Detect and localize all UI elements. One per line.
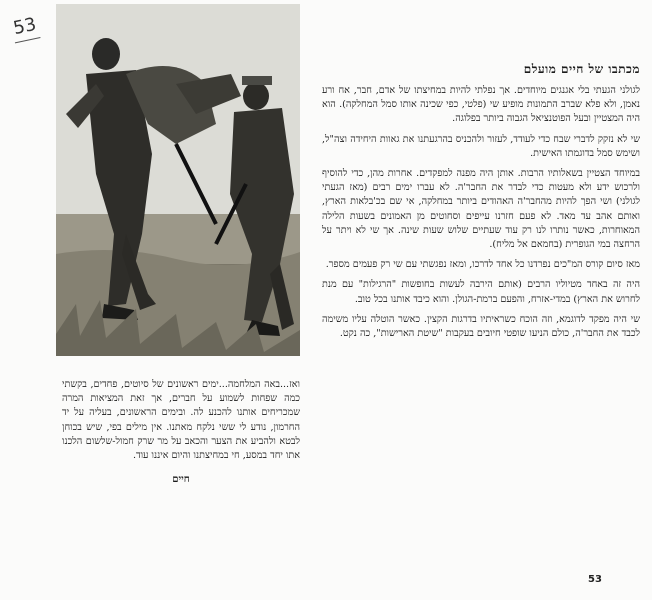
letter-title: מכתבו של חיים מועלם <box>523 62 640 76</box>
letter-paragraph: שי לא נזקק לדברי שבח כדי לעודד, לעזור ולהכניס בהרגעתנו את גאוות היחידה וצה"ל, ושימש סמל בדוגמתו האישית. <box>322 133 640 159</box>
letter-paragraph: לגולני הגעתי בלי אגנגים מיוחדים. אך נפלתי להיות במחיצתו של אדם, חבר, אח ורע נאמן, ולא פלא שברב התמונות מופיע שי (פלטי, כפי שכינה אותו סמל המחלקה). הוא היה המצטיין ובעל הפוטנציאל הגבוה ביותר בפלוגה. <box>322 85 640 125</box>
printed-page-number: 53 <box>588 574 602 585</box>
letter-paragraph: היה זה באחד מטיוליו הרבים (אותם הירבה לעשות בחופשות "הרגילות" עם מנת לחרוש את הארץ) במדי-אזרח, והפעם ברמת-הגולן. והוא כיבד אותנו בכל טוב. <box>322 279 640 305</box>
letter-paragraph: מאז סיום קורס המ"כים נפרדנו כל אחד לדרכו, ומאז נפגשתי עם שי רק פעמים מספר. <box>325 259 640 271</box>
handwritten-page-number: 53 <box>9 12 40 44</box>
letter-paragraph: במיוחד הצטיין בשאלותיו הרבות. אותן היה מפנה למפקדים. אחרות מהן, כדי להוסיף ולרכוש ידע ולא מעטות כדי לבדר את החבר'ה. לא עברו ימים רבים (מאז הגעתי לגולני) ושי הפך להיות מהחבר'ה האהודים ביותר במחלקה, אי שם בכ'בלאות הארץ, ואותם אהב עד מאד. לא פעם חזרנו עייפים וסחוטים מן האמונים בשעות הלילה המאוחרות, כאשר נותרו לנו רק עוד שעתיים שלוש שעות שינה. אך שי לא ויתר על הרחצה במי הגופרית (בחמאם אל מליח). <box>322 168 640 251</box>
letter-paragraph: שי היה מפקד לדוגמא, וזה הוכח כשראיתיו בדרגות הקצין. כאשר הוטלה עליו משימה לכבד את החבר'ה, כולם הניעו שופטי חיובים בעקבות "שיטת הארישות", כה נקט. <box>322 313 640 340</box>
letter-body-column <box>322 84 640 347</box>
closing-column <box>62 378 300 487</box>
soldiers-photo <box>56 4 300 356</box>
signature: חיים <box>172 474 190 486</box>
closing-paragraph: ואז...באה המלחמה...ימים ראשונים של סיוטים, פחדים, בקשתי כמה שפחות לשמוע על חברים, אך זאת המציאות המרה שמכריחים אותנו להכנע לה. ובימים הראשונים, בעליה על יד החרמון, נודע לי ששי נלקח מאתנו. אין מילים בפי, שיש בכוחן לבטא ולהביע את הצער והכאב על מר שרק חמול-שלשום הלכנו אתו יחד במסע, חי במחיצתנו והיום איננו עוד. <box>62 379 300 462</box>
photo-soldiers-carrying-wounded-icon <box>56 4 300 356</box>
